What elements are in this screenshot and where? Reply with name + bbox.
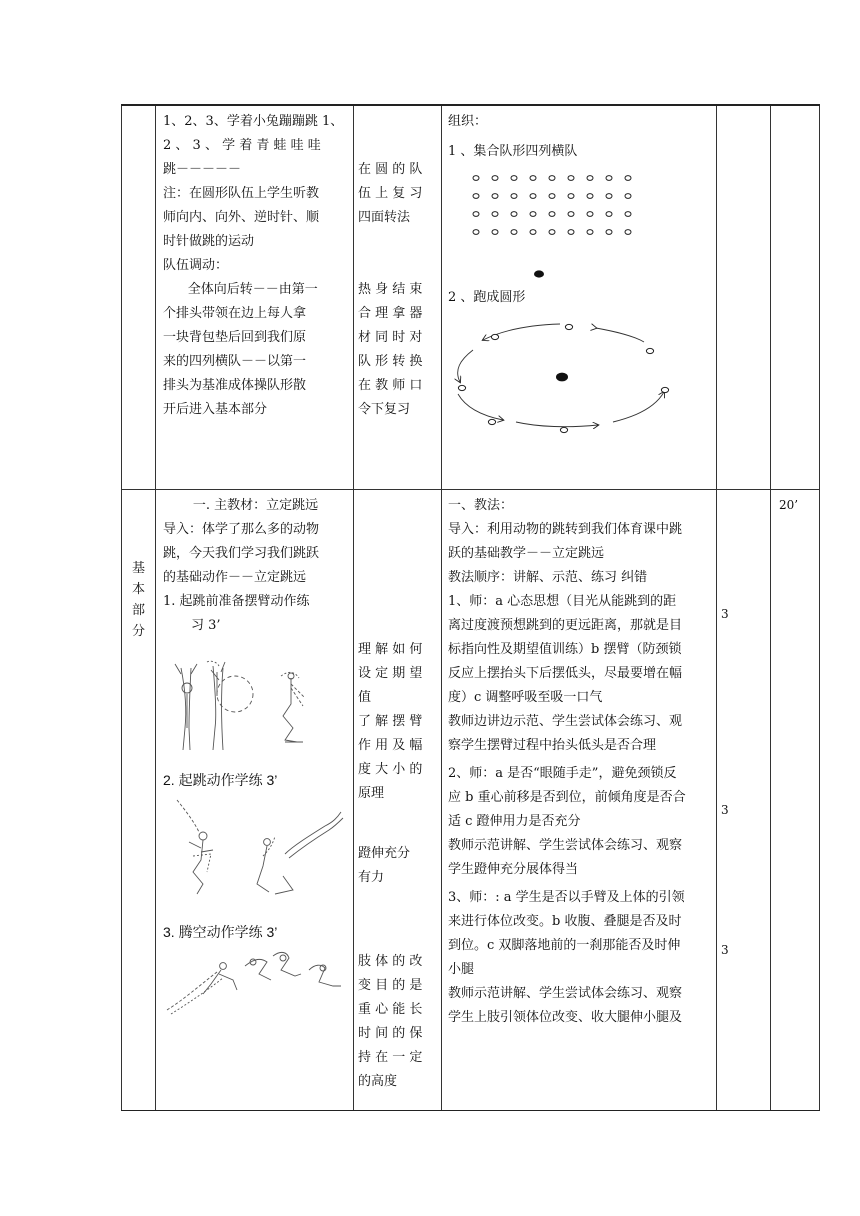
student-dot — [530, 194, 536, 199]
requirement-line: 蹬伸充分 — [358, 845, 411, 861]
student-dot — [568, 212, 574, 217]
takeoff-figure — [163, 796, 349, 896]
requirement-line: 令下复习 — [358, 402, 411, 417]
warmup-line: 注：在圆形队伍上学生听教 — [163, 186, 320, 201]
student-dot — [587, 176, 593, 181]
warmup-line: 开后进入基本部分 — [163, 402, 268, 417]
requirement-line: 度 大 小 的 — [358, 761, 423, 777]
method-line: 小腿 — [448, 961, 475, 977]
student-dot — [492, 194, 498, 199]
student-dot — [606, 230, 612, 235]
requirement-line: 持 在 一 定 — [358, 1049, 423, 1065]
method-line: 反应上摆抬头下后摆低头，尽最要增在幅 — [448, 665, 683, 681]
student-dot — [549, 176, 555, 181]
student-dot — [492, 230, 498, 235]
warmup-line: 跳－－－－－ — [163, 162, 242, 177]
requirement-line: 有力 — [358, 869, 385, 885]
method-line: 2、师：a 是否“眼随手走”，避免颈锁反 — [448, 765, 677, 781]
warmup-line: 1、2、3、学着小兔蹦蹦跳 1、 — [163, 114, 344, 129]
requirement-line: 队 形 转 换 — [358, 354, 423, 369]
requirement-line: 了 解 摆 臂 — [358, 713, 423, 729]
student-dot — [530, 176, 536, 181]
method-line: 离过度渡预想跳到的更远距离，那就是目 — [448, 617, 683, 633]
method-line: 标指向性及期望值训练）b 摆臂（防颈锁 — [448, 641, 682, 657]
student-dot — [568, 194, 574, 199]
method-line: 到位。c 双脚落地前的一刹那能否及时伸 — [448, 937, 681, 953]
warmup-line: 师向内、向外、逆时针、顺 — [163, 210, 320, 225]
basic-part-row — [122, 489, 820, 1110]
circle-formation-diagram — [448, 310, 710, 438]
method-line: 应 b 重心前移是否到位，前倾角度是否合 — [448, 789, 686, 805]
warmup-line: 队伍调动： — [163, 258, 229, 273]
requirement-line: 四面转法 — [358, 210, 411, 225]
student-dot — [492, 212, 498, 217]
requirement-line: 在 教 师 口 — [358, 378, 423, 393]
basic-content-cell — [156, 489, 354, 1110]
requirement-line: 值 — [358, 689, 372, 705]
student-dot — [511, 212, 517, 217]
requirement-line: 伍 上 复 习 — [358, 186, 423, 201]
student-dot — [625, 194, 631, 199]
requirement-line: 设 定 期 望 — [358, 665, 423, 681]
practice-item-2: 2. 起跳动作学练 3’ — [163, 771, 278, 788]
section-label-cell — [122, 489, 156, 1110]
practice-item-3: 3. 腾空动作学练 3’ — [163, 923, 278, 940]
student-dot — [625, 230, 631, 235]
formation-item-2: 2 、跑成圆形 — [448, 290, 526, 305]
student-dot — [473, 230, 479, 235]
requirement-line: 作 用 及 幅 — [358, 737, 423, 753]
method-line: 教师示范讲解、学生尝试体会练习、观察 — [448, 985, 683, 1001]
student-dot — [549, 212, 555, 217]
warmup-line: 一块背包垫后回到我们原 — [163, 330, 307, 345]
student-dot — [606, 194, 612, 199]
requirement-line: 的高度 — [358, 1073, 398, 1089]
basic-requirements-cell — [354, 489, 442, 1110]
warmup-line: 个排头带领在边上每人拿 — [163, 306, 307, 321]
intro-line: 的基础动作－－立定跳远 — [163, 569, 307, 585]
warmup-line: 全体向后转－－由第一 — [187, 282, 318, 297]
method-line: 3、师：: a 学生是否以手臂及上体的引领 — [448, 889, 685, 905]
requirement-line: 变 目 的 是 — [358, 977, 423, 993]
flight-figure — [163, 946, 349, 1022]
requirement-line: 理 解 如 何 — [358, 641, 423, 657]
warmup-organization-cell — [442, 105, 717, 489]
practice-item-1-cont: 习 3’ — [191, 617, 221, 633]
method-line: 教师边讲边示范、学生尝试体会练习、观 — [448, 713, 683, 729]
warmup-line: 来的四列横队－－以第一 — [163, 354, 307, 369]
arm-swing-figure — [163, 658, 349, 762]
lesson-plan-table — [121, 104, 820, 1111]
student-dot — [606, 212, 612, 217]
warmup-line: 时针做跳的运动 — [163, 234, 255, 249]
method-line: 学生上肢引领体位改变、收大腿伸小腿及 — [448, 1009, 683, 1025]
count-value: 3 — [721, 942, 729, 957]
student-dot — [530, 230, 536, 235]
student-dot — [473, 212, 479, 217]
teaching-method-cell — [442, 489, 717, 1110]
warmup-requirements-cell — [354, 105, 442, 489]
student-dot — [568, 176, 574, 181]
main-material-title: 一. 主教材：立定跳远 — [192, 497, 319, 513]
time-cell-empty — [771, 105, 820, 489]
count-cell — [717, 489, 771, 1110]
method-line: 学生蹬伸充分展体得当 — [448, 861, 579, 877]
method-line: 教师示范讲解、学生尝试体会练习、观察 — [448, 837, 683, 853]
student-dot — [568, 230, 574, 235]
count-cell-empty — [717, 105, 771, 489]
four-line-formation-diagram — [448, 164, 710, 284]
teacher-marker — [556, 373, 568, 382]
requirement-line: 热 身 结 束 — [358, 282, 423, 297]
requirement-line: 肢 体 的 改 — [358, 953, 423, 969]
requirement-line: 材 同 时 对 — [358, 330, 423, 345]
method-line: 来进行体位改变。b 收腹、叠腿是否及时 — [448, 913, 682, 929]
requirement-line: 合 理 拿 器 — [358, 306, 423, 321]
student-dot — [473, 176, 479, 181]
method-line: 导入：利用动物的跳转到我们体育课中跳 — [448, 521, 683, 537]
student-dot — [473, 194, 479, 199]
requirement-line: 时 间 的 保 — [358, 1025, 423, 1041]
method-line: 度）c 调整呼吸至吸一口气 — [448, 689, 603, 705]
warmup-line: 2 、 3 、 学 着 青 蛙 哇 哇 — [163, 138, 321, 153]
organization-label: 组织： — [448, 114, 488, 129]
student-dot — [492, 176, 498, 181]
student-dot — [587, 212, 593, 217]
method-line: 察学生摆臂过程中抬头低头是否合理 — [448, 737, 657, 753]
method-order: 教法顺序：讲解、示范、练习 纠错 — [448, 569, 648, 585]
student-dot — [587, 230, 593, 235]
student-dot — [511, 194, 517, 199]
student-dot — [511, 176, 517, 181]
count-value: 3 — [721, 606, 729, 621]
intro-line: 导入：体学了那么多的动物 — [163, 521, 320, 537]
student-dot — [625, 176, 631, 181]
teacher-marker — [534, 270, 544, 277]
method-line: 跃的基础教学－－立定跳远 — [448, 545, 605, 561]
intro-line: 跳，今天我们学习我们跳跃 — [163, 545, 320, 561]
practice-item-1: 1. 起跳前准备摆臂动作练 — [163, 593, 310, 609]
basic-part-label: 基 本 部 分 — [131, 560, 145, 639]
requirement-line: 原理 — [358, 785, 385, 801]
student-dot — [606, 176, 612, 181]
method-line: 1、师：a 心态思想（目光从能跳到的距 — [448, 593, 677, 609]
count-value: 3 — [721, 802, 729, 817]
time-value: 20’ — [779, 497, 799, 512]
time-cell — [771, 489, 820, 1110]
method-label: 一、教法： — [448, 497, 514, 513]
student-dot — [549, 230, 555, 235]
requirement-line: 重 心 能 长 — [358, 1001, 423, 1017]
warmup-row — [122, 105, 820, 489]
formation-item-1: 1 、集合队形四列横队 — [448, 144, 578, 159]
warmup-content-cell — [156, 105, 354, 489]
student-dot — [530, 212, 536, 217]
requirement-line: 在 圆 的 队 — [358, 162, 423, 177]
student-dot — [549, 194, 555, 199]
student-dot — [587, 194, 593, 199]
student-dot — [625, 212, 631, 217]
warmup-line: 排头为基准成体操队形散 — [163, 378, 307, 393]
section-label-cell-empty — [122, 105, 156, 489]
student-dot — [511, 230, 517, 235]
method-line: 适 c 蹬伸用力是否充分 — [448, 813, 581, 829]
